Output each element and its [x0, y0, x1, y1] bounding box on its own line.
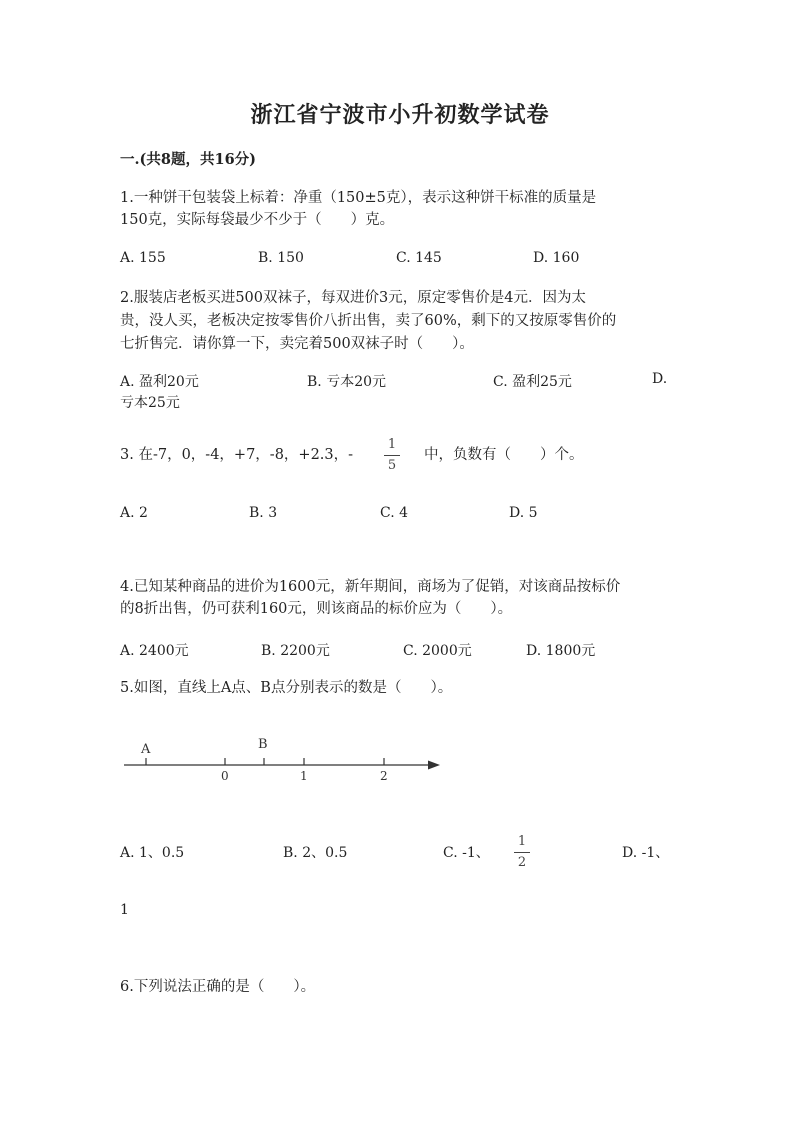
- question-1-option-a[interactable]: A. 155: [120, 250, 166, 266]
- question-2-option-a[interactable]: A. 盈利20元: [120, 374, 199, 390]
- question-5-option-c-fraction: [514, 834, 530, 871]
- question-5-option-c[interactable]: C. -1、: [443, 845, 490, 861]
- page-title: 浙江省宁波市小升初数学试卷: [250, 102, 550, 128]
- question-1-option-d[interactable]: D. 160: [533, 250, 580, 266]
- question-2-option-c[interactable]: C. 盈利25元: [493, 374, 572, 390]
- question-3-text-after: 中，负数有（ ）个。: [424, 447, 584, 463]
- fraction-numerator: 1: [517, 834, 527, 849]
- question-4-option-a[interactable]: A. 2400元: [120, 643, 189, 659]
- question-5-option-d[interactable]: D. -1、: [622, 845, 670, 861]
- tick-label-0: 0: [221, 769, 229, 783]
- question-3-text-before: 3. 在-7，0，-4，+7，-8，+2.3，-: [120, 447, 354, 463]
- point-b-label: B: [258, 737, 268, 752]
- question-2-option-b[interactable]: B. 亏本20元: [307, 374, 387, 390]
- question-6-text: 6.下列说法正确的是（ ）。: [120, 979, 316, 995]
- question-3-option-b[interactable]: B. 3: [249, 505, 278, 521]
- question-1-option-c[interactable]: C. 145: [396, 250, 442, 266]
- point-a-label: A: [141, 742, 151, 757]
- tick-label-2: 2: [380, 769, 388, 783]
- fraction-bar: [514, 852, 530, 853]
- question-4-line-1: 4.已知某种商品的进价为1600元，新年期间，商场为了促销，对该商品按标价: [120, 579, 621, 595]
- question-3-option-a[interactable]: A. 2: [120, 505, 148, 521]
- fraction-denominator: 2: [517, 855, 527, 870]
- question-3-option-c[interactable]: C. 4: [380, 505, 409, 521]
- question-3-option-d[interactable]: D. 5: [509, 505, 538, 521]
- question-2-line-3: 七折售完．请你算一下，卖完着500双袜子时（ ）。: [120, 336, 474, 352]
- question-4-option-d[interactable]: D. 1800元: [526, 643, 596, 659]
- question-5-option-d-text[interactable]: 1: [120, 902, 129, 918]
- question-2-line-1: 2.服装店老板买进500双袜子，每双进价3元，原定零售价是4元．因为太: [120, 290, 586, 306]
- section-heading: 一.(共8题，共16分): [120, 151, 257, 168]
- question-5-option-a[interactable]: A. 1、0.5: [120, 845, 185, 861]
- question-2-option-d[interactable]: D.: [652, 371, 668, 387]
- question-4-option-c[interactable]: C. 2000元: [403, 643, 472, 659]
- tick-label-1: 1: [300, 769, 308, 783]
- figure-background: [122, 734, 444, 786]
- question-2-option-d-text[interactable]: 亏本25元: [120, 395, 180, 411]
- fraction-denominator: 5: [387, 458, 397, 473]
- question-1-line-2: 150克，实际每袋最少不少于（ ）克。: [120, 212, 395, 228]
- number-line-figure: [122, 734, 444, 786]
- question-1-option-b[interactable]: B. 150: [258, 250, 304, 266]
- question-4-line-2: 的8折出售，仍可获利160元，则该商品的标价应为（ ）。: [120, 601, 513, 617]
- question-4-option-b[interactable]: B. 2200元: [261, 643, 330, 659]
- question-2-line-2: 贵，没人买，老板决定按零售价八折出售，卖了60%，剩下的又按原零售价的: [120, 313, 617, 329]
- question-5-text: 5.如图，直线上A点、B点分别表示的数是（ ）。: [120, 680, 453, 696]
- question-3-fraction: [384, 437, 400, 474]
- question-1-line-1: 1.一种饼干包装袋上标着：净重（150±5克），表示这种饼干标准的质量是: [120, 190, 597, 206]
- fraction-bar: [384, 455, 400, 456]
- fraction-numerator: 1: [387, 437, 397, 452]
- question-5-option-b[interactable]: B. 2、0.5: [283, 845, 348, 861]
